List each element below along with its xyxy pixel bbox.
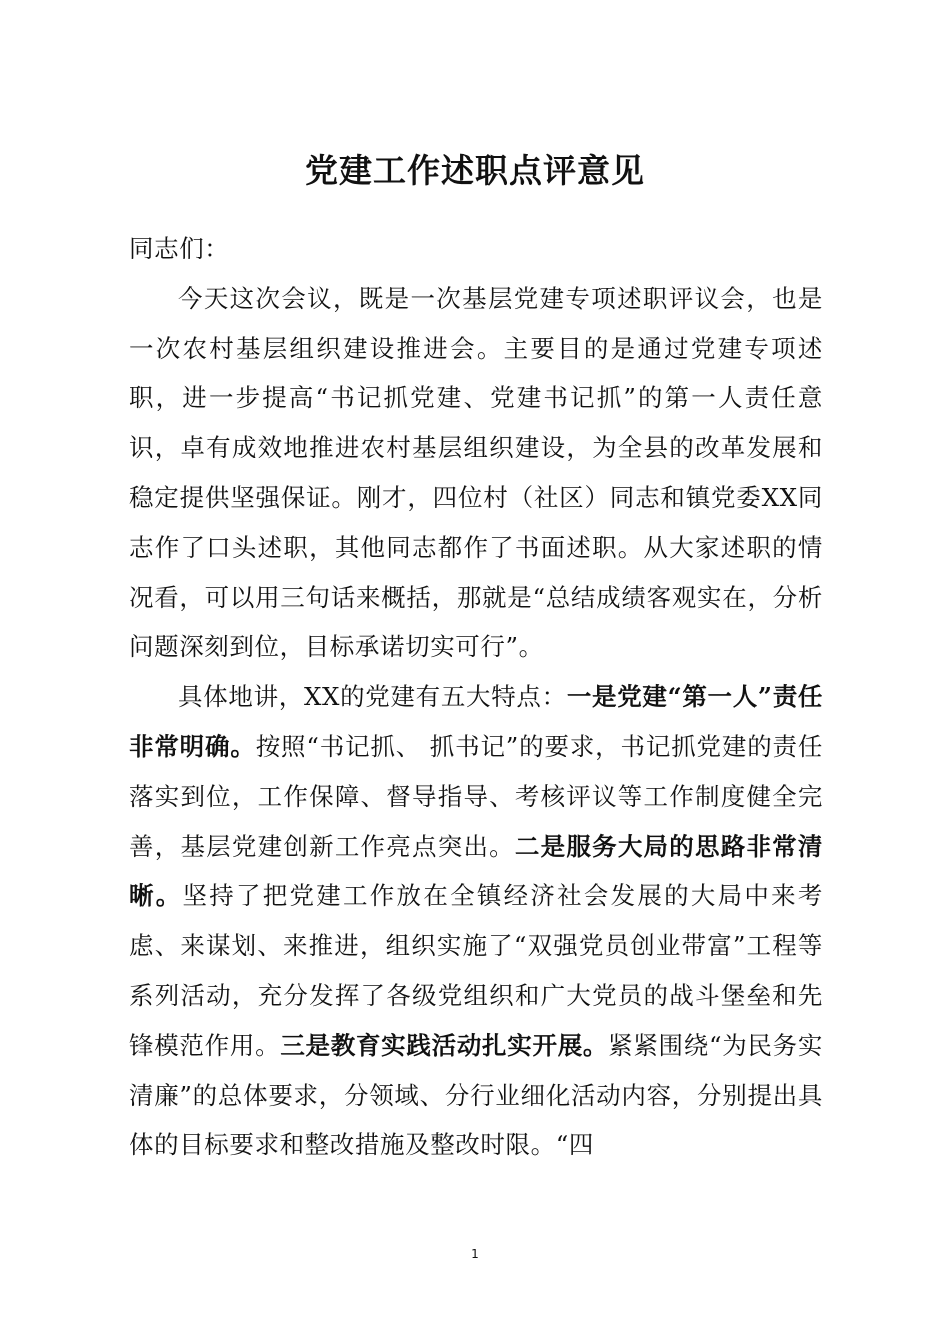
point-two-body: 坚持了把党建工作放在全镇经济社会发展的大局中来考虑、来谋划、来推进，组织实施了“双强党员创业带富”工程等系列活动，充分发挥了各级党组织和广大党员的战斗堡垒和先锋模范作用。 [129,881,823,1060]
point-three-body: 紧紧围绕“为民务实清廉”的总体要求，分领域、分行业细化活动内容，分别提出具体的目标要求和整改措施及整改时限。“四 [129,1030,823,1160]
features-lead: 具体地讲，XX的党建有五大特点： [178,682,567,712]
document-title: 党建工作述职点评意见 [305,151,645,190]
point-one-body: 按照“书记抓、 抓书记”的要求，书记抓党建的责任落实到位，工作保障、督导指导、考核评议等工作制度健全完善，基层党建创新工作亮点突出。 [129,731,823,861]
document-body [129,224,823,1170]
salutation: 同志们： [129,234,230,263]
point-three-heading: 三是教育实践活动扎实开展。 [280,1030,609,1060]
point-one-heading: 一是党建“第一人”责任非常明确。 [129,682,823,761]
paragraph-intro: 今天这次会议，既是一次基层党建专项述职评议会，也是一次农村基层组织建设推进会。主要目的是通过党建专项述职，进一步提高“书记抓党建、党建书记抓”的第一人责任意识，卓有成效地推进农村基层组织建设，为全县的改革发展和稳定提供坚强保证。刚才，四位村（社区）同志和镇党委XX同志作了口头述职，其他同志都作了书面述职。从大家述职的情况看，可以用三句话来概括，那就是“总结成绩客观实在，分析问题深刻到位，目标承诺切实可行”。 [129,283,823,662]
page-number: 1 [471,1247,479,1261]
point-two-heading: 二是服务大局的思路非常清晰。 [129,831,823,911]
paragraph-features [129,672,823,1170]
